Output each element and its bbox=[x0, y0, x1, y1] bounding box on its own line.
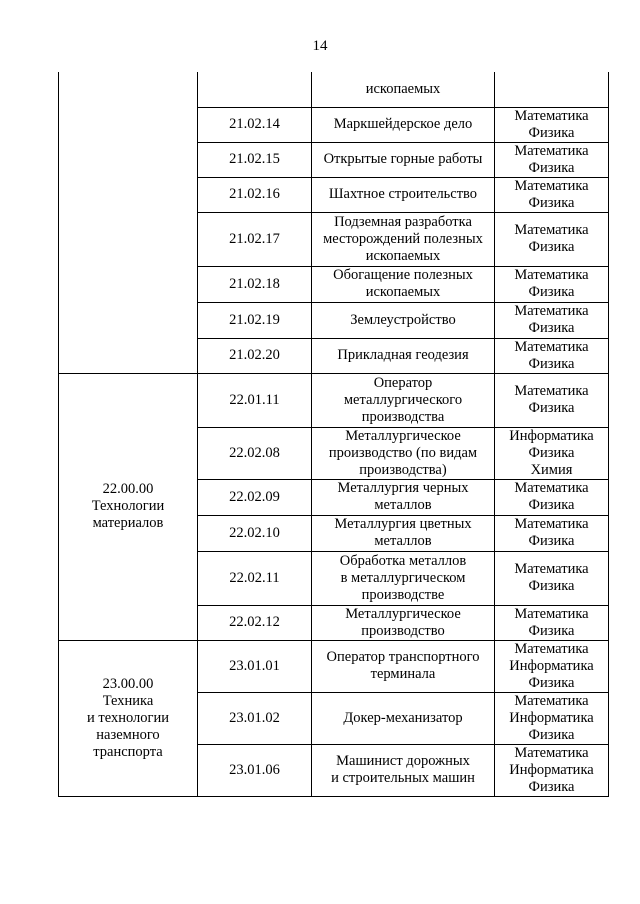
specialty-code: 21.02.14 bbox=[198, 107, 312, 142]
specialty-code: 21.02.16 bbox=[198, 177, 312, 212]
specialty-name: Открытые горные работы bbox=[312, 142, 495, 177]
table-body bbox=[59, 72, 609, 796]
specialty-code: 21.02.20 bbox=[198, 338, 312, 373]
exam-subjects: Математика Физика bbox=[495, 605, 609, 640]
specialty-name: Оператор транспортного терминала bbox=[312, 640, 495, 692]
group-cell bbox=[59, 640, 198, 796]
specialty-code: 22.01.11 bbox=[198, 373, 312, 427]
specialty-name: Металлургия черных металлов bbox=[312, 479, 495, 515]
group-line: 23.00.00 bbox=[102, 675, 154, 692]
exam-subjects: Математика Физика bbox=[495, 177, 609, 212]
exam-subjects: Математика Физика bbox=[495, 479, 609, 515]
specialty-name: Подземная разработка месторождений полезных ископаемых bbox=[312, 212, 495, 266]
specialty-name: Машинист дорожных и строительных машин bbox=[312, 744, 495, 796]
specialty-code: 23.01.06 bbox=[198, 744, 312, 796]
specialty-code: 22.02.09 bbox=[198, 479, 312, 515]
specialty-code: 22.02.11 bbox=[198, 551, 312, 605]
exam-subjects: Математика Физика bbox=[495, 266, 609, 302]
exam-subjects: Информатика Физика Химия bbox=[495, 427, 609, 479]
specialties-table bbox=[58, 72, 609, 797]
specialty-name: Прикладная геодезия bbox=[312, 338, 495, 373]
specialty-name: Оператор металлургического производства bbox=[312, 373, 495, 427]
specialty-name: Обогащение полезных ископаемых bbox=[312, 266, 495, 302]
specialty-code: 21.02.17 bbox=[198, 212, 312, 266]
group-line: материалов bbox=[92, 515, 164, 531]
table-row bbox=[59, 640, 609, 692]
exam-subjects bbox=[495, 72, 609, 107]
specialty-name: Землеустройство bbox=[312, 302, 495, 338]
exam-subjects: Математика Физика bbox=[495, 373, 609, 427]
specialty-name: Металлургия цветных металлов bbox=[312, 515, 495, 551]
exam-subjects: Математика Информатика Физика bbox=[495, 692, 609, 744]
exam-subjects: Математика Физика bbox=[495, 515, 609, 551]
specialty-code: 22.02.10 bbox=[198, 515, 312, 551]
exam-subjects: Математика Физика bbox=[495, 107, 609, 142]
exam-subjects: Математика Информатика Физика bbox=[495, 640, 609, 692]
specialty-code: 22.02.08 bbox=[198, 427, 312, 479]
group-cell-empty bbox=[59, 72, 198, 373]
group-line: транспорта bbox=[93, 743, 163, 760]
page-number: 14 bbox=[312, 38, 328, 54]
specialty-name: Шахтное строительство bbox=[312, 177, 495, 212]
specialty-code: 23.01.01 bbox=[198, 640, 312, 692]
table-row bbox=[59, 373, 609, 427]
specialty-code: 21.02.19 bbox=[198, 302, 312, 338]
group-line: Техника bbox=[102, 692, 154, 709]
specialty-code bbox=[198, 72, 312, 107]
exam-subjects: Математика Физика bbox=[495, 338, 609, 373]
specialty-name: ископаемых bbox=[312, 72, 495, 107]
specialty-code: 21.02.15 bbox=[198, 142, 312, 177]
specialty-code: 22.02.12 bbox=[198, 605, 312, 640]
group-line: Технологии bbox=[91, 498, 165, 514]
specialty-name: Докер-механизатор bbox=[312, 692, 495, 744]
specialty-name: Металлургическое производство bbox=[312, 605, 495, 640]
exam-subjects: Математика Информатика Физика bbox=[495, 744, 609, 796]
exam-subjects: Математика Физика bbox=[495, 212, 609, 266]
specialty-name: Маркшейдерское дело bbox=[312, 107, 495, 142]
group-line: 22.00.00 bbox=[102, 481, 154, 497]
exam-subjects: Математика Физика bbox=[495, 302, 609, 338]
specialty-name: Обработка металлов в металлургическом производстве bbox=[312, 551, 495, 605]
specialty-code: 21.02.18 bbox=[198, 266, 312, 302]
group-line: и технологии bbox=[87, 709, 169, 726]
exam-subjects: Математика Физика bbox=[495, 142, 609, 177]
specialty-code: 23.01.02 bbox=[198, 692, 312, 744]
table-row bbox=[59, 72, 609, 107]
group-cell bbox=[59, 373, 198, 640]
group-line: наземного bbox=[96, 726, 160, 743]
specialty-name: Металлургическое производство (по видам производства) bbox=[312, 427, 495, 479]
exam-subjects: Математика Физика bbox=[495, 551, 609, 605]
